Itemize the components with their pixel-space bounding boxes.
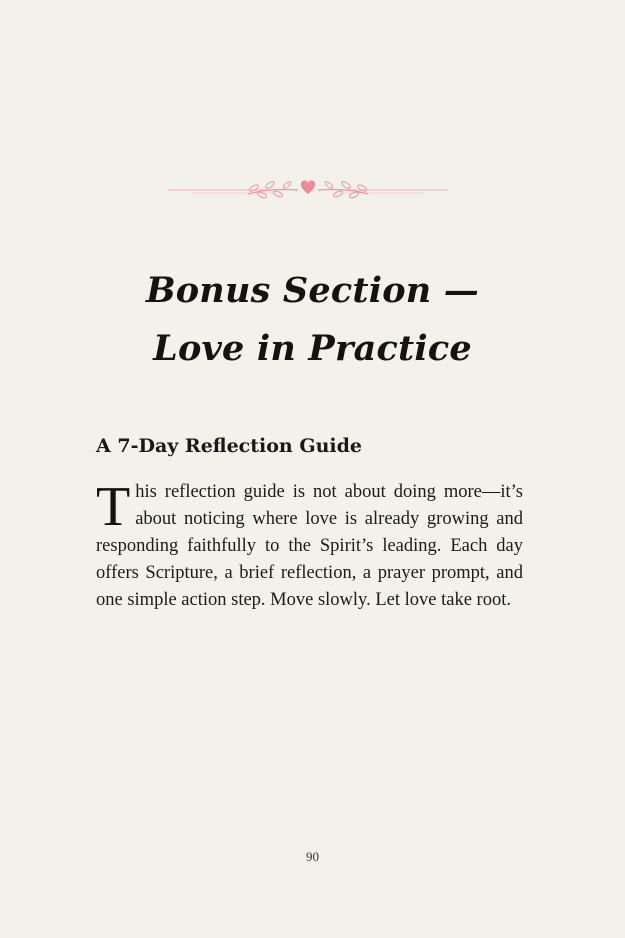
page-number: 90 xyxy=(306,849,319,864)
heart-vine-divider-icon xyxy=(168,174,448,204)
chapter-title xyxy=(40,262,585,378)
section-subtitle: A 7-Day Reflection Guide xyxy=(96,435,362,457)
intro-paragraph xyxy=(96,476,523,614)
title-line-2: Love in Practice xyxy=(153,328,472,369)
paragraph-text: his reflection guide is not about doing more—it’s about noticing where love is already growing and responding faithfully to the Spirit’s leading. Each day offers Scripture, a brief reflection, a prayer prompt, and one simple action step. Move slowly. Let love take root. xyxy=(96,482,523,610)
title-line-1: Bonus Section — xyxy=(145,270,479,311)
drop-cap: T xyxy=(96,476,131,538)
